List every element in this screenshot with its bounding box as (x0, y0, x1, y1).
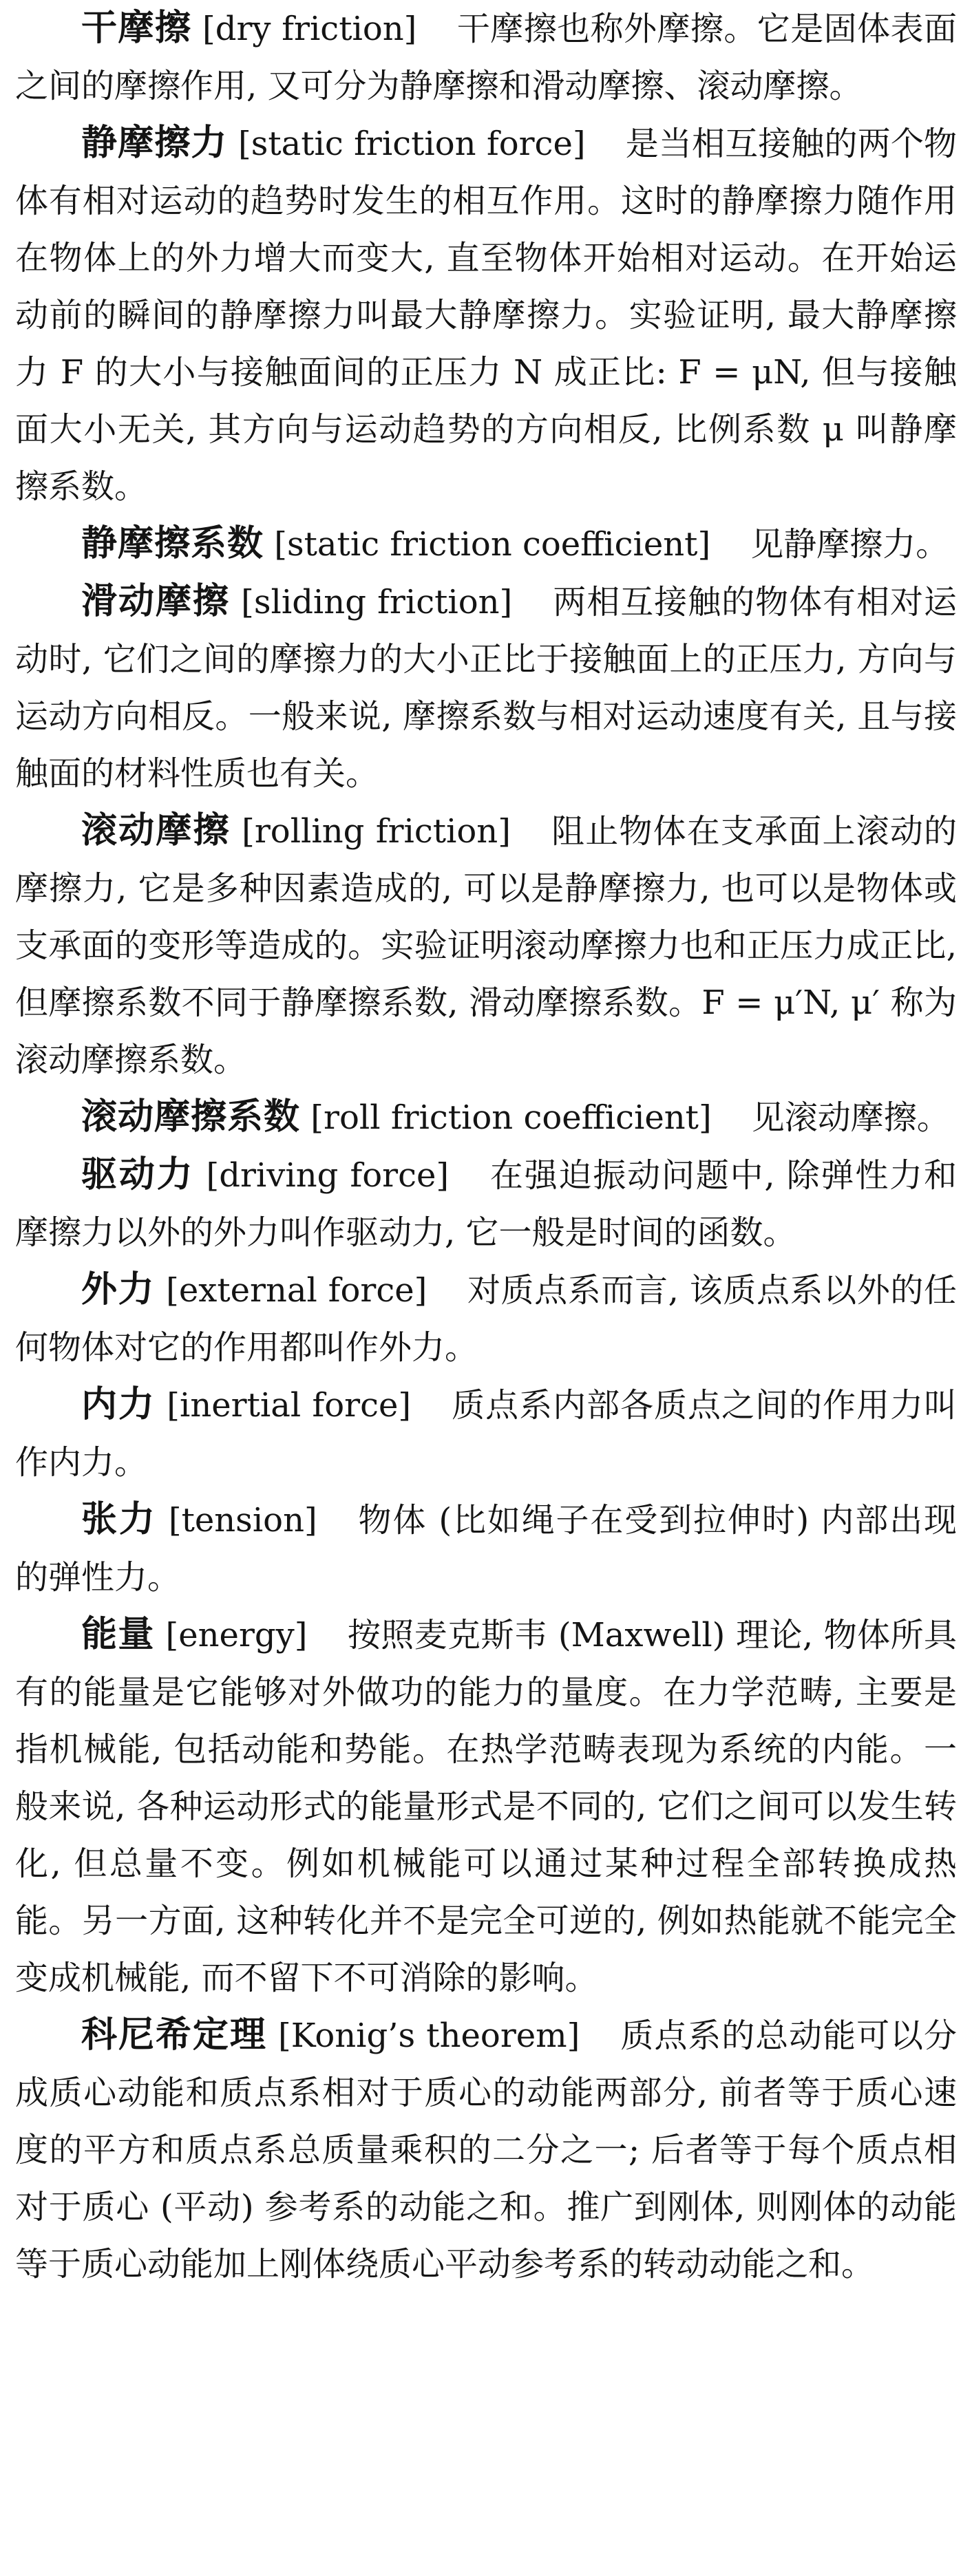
entry-definition: 按照麦克斯韦 (Maxwell) 理论, 物体所具有的能量是它能够对外做功的能力的量度。在力学范畴, 主要是指机械能, 包括动能和势能。在热学范畴表现为系统的内能。一般来说, 各种运动形式的能量形式是不同的, 它们之间可以发生转化, 但总量不变。例如机械能可以通过某种过程全部转换成热能。另一方面, 这种转化并不是完全可逆的, 例如热能就不能完全变成机械能, 而不留下不可消除的影响。 (15, 1616, 957, 1997)
entry-term: 驱动力 (81, 1154, 195, 1195)
entry-term: 滑动摩擦 (81, 581, 230, 622)
entry-english-term: [driving force] (206, 1156, 450, 1195)
entry-term: 滚动摩擦系数 (81, 1096, 301, 1138)
entry-english-term: [Konig’s theorem] (278, 2016, 580, 2055)
entry-term: 能量 (81, 1614, 155, 1655)
dictionary-page (15, 0, 957, 2293)
entry-term: 干摩擦 (81, 8, 192, 49)
entry-energy (15, 1606, 957, 2007)
entry-english-term: [static friction force] (237, 125, 586, 163)
entry-definition: 在强迫振动问题中, 除弹性力和摩擦力以外的外力叫作驱动力, 它一般是时间的函数。 (15, 1156, 957, 1252)
entry-driving-force (15, 1147, 957, 1262)
entry-roll-friction-coefficient (15, 1089, 957, 1147)
entry-term: 内力 (81, 1384, 156, 1425)
entry-english-term: [energy] (165, 1616, 308, 1654)
entry-konig-theorem (15, 2007, 957, 2293)
entry-english-term: [external force] (166, 1271, 427, 1310)
entry-definition: 见滚动摩擦。 (751, 1098, 950, 1137)
entry-english-term: [inertial force] (167, 1386, 412, 1425)
entry-english-term: [static friction coefficient] (274, 525, 711, 564)
entry-sliding-friction (15, 573, 957, 802)
entry-definition: 物体 (比如绳子在受到拉伸时) 内部出现的弹性力。 (15, 1501, 957, 1597)
entry-definition: 是当相互接触的两个物体有相对运动的趋势时发生的相互作用。这时的静摩擦力随作用在物体上的外力增大而变大, 直至物体开始相对运动。在开始运动前的瞬间的静摩擦力叫最大静摩擦力。实验证明, 最大静摩擦力 F 的大小与接触面间的正压力 N 成正比: F = μN, 但与接触面大小无关, 其方向与运动趋势的方向相反, 比例系数 μ 叫静摩擦系数。 (15, 125, 957, 506)
entry-definition: 见静摩擦力。 (750, 525, 949, 564)
entry-definition: 干摩擦也称外摩擦。它是固体表面之间的摩擦作用, 又可分为静摩擦和滑动摩擦、滚动摩擦。 (15, 10, 957, 105)
entry-static-friction-force (15, 115, 957, 515)
entry-definition: 对质点系而言, 该质点系以外的任何物体对它的作用都叫作外力。 (15, 1271, 957, 1367)
entry-rolling-friction (15, 802, 957, 1089)
entry-term: 滚动摩擦 (81, 810, 231, 851)
entry-tension (15, 1491, 957, 1606)
entry-definition: 阻止物体在支承面上滚动的摩擦力, 它是多种因素造成的, 可以是静摩擦力, 也可以是物体或支承面的变形等造成的。实验证明滚动摩擦力也和正压力成正比, 但摩擦系数不同于静摩擦系数, 滑动摩擦系数。F = μ′N, μ′ 称为滚动摩擦系数。 (15, 812, 957, 1079)
entry-static-friction-coefficient (15, 515, 957, 573)
entry-english-term: [rolling friction] (242, 812, 511, 851)
entry-dry-friction (15, 0, 957, 115)
entry-term: 静摩擦系数 (81, 523, 264, 564)
entry-english-term: [roll friction coefficient] (310, 1098, 712, 1137)
entry-term: 张力 (81, 1499, 157, 1540)
entry-english-term: [sliding friction] (241, 583, 513, 621)
entry-english-term: [tension] (168, 1501, 317, 1540)
entry-internal-force (15, 1376, 957, 1491)
entry-definition: 两相互接触的物体有相对运动时, 它们之间的摩擦力的大小正比于接触面上的正压力, 方向与运动方向相反。一般来说, 摩擦系数与相对运动速度有关, 且与接触面的材料性质也有关。 (15, 583, 957, 793)
entry-term: 静摩擦力 (81, 123, 228, 164)
entry-external-force (15, 1262, 957, 1376)
entry-definition: 质点系的总动能可以分成质心动能和质点系相对于质心的动能两部分, 前者等于质心速度的平方和质点系总质量乘积的二分之一; 后者等于每个质点相对于质心 (平动) 参考系的动能之和。推广到刚体, 则刚体的动能等于质心动能加上刚体绕质心平动参考系的转动动能之和。 (15, 2016, 957, 2284)
entry-english-term: [dry friction] (202, 10, 417, 48)
entry-term: 外力 (81, 1269, 156, 1310)
entry-term: 科尼希定理 (81, 2014, 267, 2056)
entry-definition: 质点系内部各质点之间的作用力叫作内力。 (15, 1386, 957, 1482)
